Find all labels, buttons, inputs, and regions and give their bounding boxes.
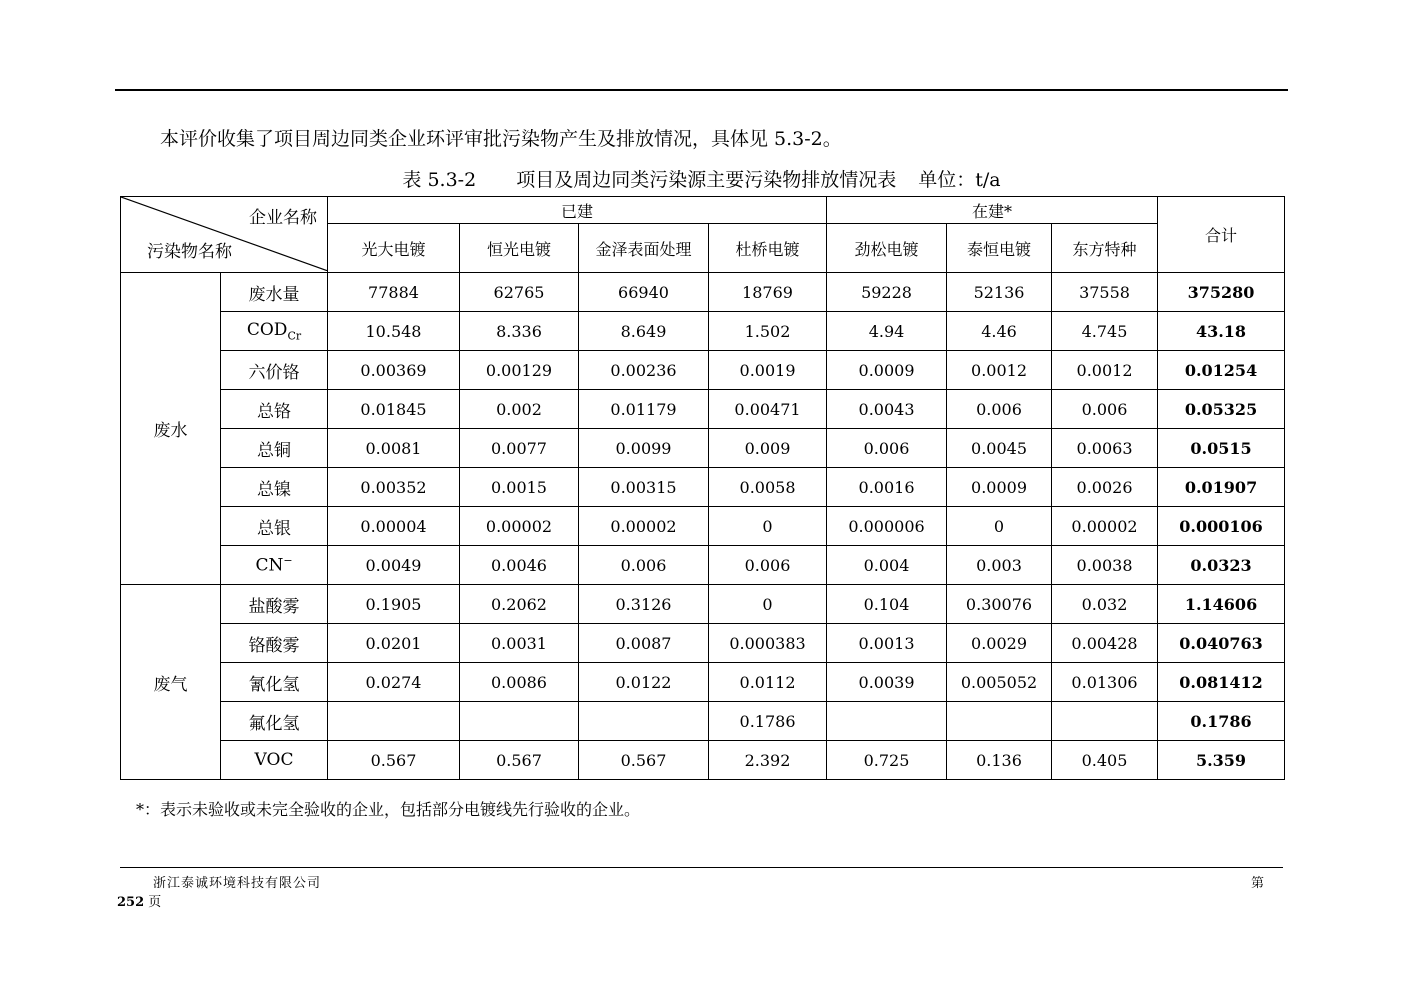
company-header: 泰恒电镀 xyxy=(947,224,1052,273)
table-unit: 单位：t/a xyxy=(918,169,1001,191)
value-cell: 0.405 xyxy=(1052,741,1158,780)
value-cell: 0.00002 xyxy=(1052,507,1158,546)
value-cell: 0.01845 xyxy=(328,390,460,429)
value-cell: 0.2062 xyxy=(460,585,579,624)
value-cell: 0.004 xyxy=(827,546,947,585)
total-cell: 0.000106 xyxy=(1158,507,1285,546)
pollutant-cell xyxy=(221,273,328,312)
footnote: *：表示未验收或未完全验收的企业，包括部分电镀线先行验收的企业。 xyxy=(136,800,641,819)
pollutant-cell xyxy=(221,351,328,390)
value-cell xyxy=(579,702,709,741)
total-cell: 0.01254 xyxy=(1158,351,1285,390)
value-cell: 0 xyxy=(709,585,827,624)
value-cell xyxy=(328,702,460,741)
total-cell: 0.1786 xyxy=(1158,702,1285,741)
value-cell: 0.0058 xyxy=(709,468,827,507)
value-cell: 0.0039 xyxy=(827,663,947,702)
pollutant-cell xyxy=(221,390,328,429)
value-cell: 18769 xyxy=(709,273,827,312)
value-cell: 0 xyxy=(947,507,1052,546)
table-row xyxy=(121,507,1285,546)
pollutant-name: 铬酸雾 xyxy=(248,635,300,656)
value-cell: 0.0122 xyxy=(579,663,709,702)
value-cell: 0.0043 xyxy=(827,390,947,429)
corner-company-label: 企业名称 xyxy=(249,208,317,228)
pollutant-cell xyxy=(221,468,328,507)
table-row xyxy=(121,624,1285,663)
table-row xyxy=(121,312,1285,351)
value-cell: 0.567 xyxy=(460,741,579,780)
value-cell: 0.000006 xyxy=(827,507,947,546)
value-cell: 0.0063 xyxy=(1052,429,1158,468)
value-cell: 0.00369 xyxy=(328,351,460,390)
value-cell: 0.567 xyxy=(579,741,709,780)
value-cell: 66940 xyxy=(579,273,709,312)
value-cell xyxy=(827,702,947,741)
footer-rule xyxy=(120,867,1283,868)
value-cell: 0.00004 xyxy=(328,507,460,546)
footer-page-prefix: 第 xyxy=(1251,876,1265,891)
value-cell: 0.0099 xyxy=(579,429,709,468)
value-cell: 0.0201 xyxy=(328,624,460,663)
value-cell xyxy=(460,702,579,741)
value-cell: 10.548 xyxy=(328,312,460,351)
value-cell: 0.002 xyxy=(460,390,579,429)
pollutant-name: VOC xyxy=(254,750,294,770)
table-row xyxy=(121,741,1285,780)
value-cell: 0.0049 xyxy=(328,546,460,585)
value-cell: 0.0016 xyxy=(827,468,947,507)
value-cell: 0.00129 xyxy=(460,351,579,390)
value-cell: 0.005052 xyxy=(947,663,1052,702)
value-cell: 0.00236 xyxy=(579,351,709,390)
intro-paragraph: 本评价收集了项目周边同类企业环评审批污染物产生及排放情况，具体见 5.3-2。 xyxy=(160,128,842,150)
total-cell: 0.0323 xyxy=(1158,546,1285,585)
value-cell: 0.000383 xyxy=(709,624,827,663)
value-cell: 0.567 xyxy=(328,741,460,780)
value-cell: 0.30076 xyxy=(947,585,1052,624)
value-cell: 0.006 xyxy=(579,546,709,585)
pollutant-cell xyxy=(221,507,328,546)
value-cell: 0.0019 xyxy=(709,351,827,390)
total-cell: 0.01907 xyxy=(1158,468,1285,507)
category-cell: 废水 xyxy=(121,273,221,585)
value-cell: 0.0012 xyxy=(1052,351,1158,390)
pollutant-cell xyxy=(221,702,328,741)
pollutant-name: 总铜 xyxy=(257,440,291,461)
pollutant-cell xyxy=(221,312,328,351)
company-header: 恒光电镀 xyxy=(460,224,579,273)
page-suffix: 页 xyxy=(148,895,162,910)
total-cell: 43.18 xyxy=(1158,312,1285,351)
value-cell: 0.00002 xyxy=(579,507,709,546)
corner-pollutant-label: 污染物名称 xyxy=(147,242,232,262)
value-cell: 62765 xyxy=(460,273,579,312)
pollutant-name: 总银 xyxy=(257,518,291,539)
value-cell: 37558 xyxy=(1052,273,1158,312)
value-cell: 0.1905 xyxy=(328,585,460,624)
value-cell: 0.0015 xyxy=(460,468,579,507)
pollutant-name: CN xyxy=(255,555,284,576)
footer-page-number xyxy=(117,891,161,910)
footer-company: 浙江泰诚环境科技有限公司 xyxy=(153,876,322,891)
pollutant-name: 氰化氢 xyxy=(248,674,300,695)
total-cell: 0.0515 xyxy=(1158,429,1285,468)
value-cell: 8.336 xyxy=(460,312,579,351)
page-number: 252 xyxy=(117,895,145,910)
value-cell: 0 xyxy=(709,507,827,546)
value-cell: 0.0026 xyxy=(1052,468,1158,507)
corner-header-cell xyxy=(121,197,328,273)
total-cell: 1.14606 xyxy=(1158,585,1285,624)
header-rule xyxy=(115,89,1288,91)
value-cell: 0.1786 xyxy=(709,702,827,741)
pollutant-cell xyxy=(221,585,328,624)
value-cell: 0.006 xyxy=(709,546,827,585)
pollutant-subscript: Cr xyxy=(287,329,302,343)
table-row xyxy=(121,390,1285,429)
value-cell: 0.136 xyxy=(947,741,1052,780)
value-cell: 0.00428 xyxy=(1052,624,1158,663)
value-cell: 0.0112 xyxy=(709,663,827,702)
value-cell: 0.0009 xyxy=(827,351,947,390)
company-header: 劲松电镀 xyxy=(827,224,947,273)
value-cell: 0.01306 xyxy=(1052,663,1158,702)
pollutant-cell xyxy=(221,741,328,780)
company-header: 杜桥电镀 xyxy=(709,224,827,273)
value-cell: 0.0012 xyxy=(947,351,1052,390)
value-cell xyxy=(1052,702,1158,741)
pollutant-superscript: − xyxy=(283,554,293,568)
value-cell xyxy=(947,702,1052,741)
value-cell: 0.0013 xyxy=(827,624,947,663)
value-cell: 0.00471 xyxy=(709,390,827,429)
value-cell: 0.006 xyxy=(947,390,1052,429)
total-cell: 0.081412 xyxy=(1158,663,1285,702)
value-cell: 77884 xyxy=(328,273,460,312)
table-row xyxy=(121,351,1285,390)
value-cell: 0.009 xyxy=(709,429,827,468)
value-cell: 0.0045 xyxy=(947,429,1052,468)
table-row xyxy=(121,429,1285,468)
total-cell: 0.040763 xyxy=(1158,624,1285,663)
value-cell: 8.649 xyxy=(579,312,709,351)
value-cell: 0.0077 xyxy=(460,429,579,468)
value-cell: 1.502 xyxy=(709,312,827,351)
value-cell: 0.0046 xyxy=(460,546,579,585)
value-cell: 4.94 xyxy=(827,312,947,351)
value-cell: 2.392 xyxy=(709,741,827,780)
value-cell: 0.00315 xyxy=(579,468,709,507)
value-cell: 0.0087 xyxy=(579,624,709,663)
table-row xyxy=(121,546,1285,585)
group-building-header: 在建* xyxy=(827,197,1158,224)
total-cell: 5.359 xyxy=(1158,741,1285,780)
value-cell: 4.46 xyxy=(947,312,1052,351)
company-header: 东方特种 xyxy=(1052,224,1158,273)
value-cell: 0.0009 xyxy=(947,468,1052,507)
pollutant-cell xyxy=(221,546,328,585)
value-cell: 4.745 xyxy=(1052,312,1158,351)
value-cell: 59228 xyxy=(827,273,947,312)
value-cell: 0.006 xyxy=(827,429,947,468)
pollutant-name: 总镍 xyxy=(257,479,291,500)
table-row xyxy=(121,663,1285,702)
total-header: 合计 xyxy=(1158,197,1285,273)
pollutant-cell xyxy=(221,663,328,702)
table-number: 表 5.3-2 xyxy=(402,169,477,191)
group-built-header: 已建 xyxy=(328,197,827,224)
pollutant-name: 废水量 xyxy=(248,284,300,305)
pollutant-name: COD xyxy=(246,319,288,340)
table-title: 项目及周边同类污染源主要污染物排放情况表 xyxy=(516,169,897,191)
value-cell: 52136 xyxy=(947,273,1052,312)
pollutant-name: 氟化氢 xyxy=(248,713,300,734)
value-cell: 0.0086 xyxy=(460,663,579,702)
value-cell: 0.0274 xyxy=(328,663,460,702)
table-row xyxy=(121,468,1285,507)
value-cell: 0.032 xyxy=(1052,585,1158,624)
pollutant-name: 盐酸雾 xyxy=(248,596,300,617)
company-header: 光大电镀 xyxy=(328,224,460,273)
value-cell: 0.0029 xyxy=(947,624,1052,663)
pollutant-name: 总铬 xyxy=(257,401,291,422)
pollutant-cell xyxy=(221,429,328,468)
value-cell: 0.00002 xyxy=(460,507,579,546)
value-cell: 0.0038 xyxy=(1052,546,1158,585)
value-cell: 0.01179 xyxy=(579,390,709,429)
table-row xyxy=(121,702,1285,741)
value-cell: 0.006 xyxy=(1052,390,1158,429)
value-cell: 0.104 xyxy=(827,585,947,624)
table-caption xyxy=(0,165,1403,192)
value-cell: 0.0081 xyxy=(328,429,460,468)
pollutant-cell xyxy=(221,624,328,663)
total-cell: 0.05325 xyxy=(1158,390,1285,429)
value-cell: 0.003 xyxy=(947,546,1052,585)
value-cell: 0.0031 xyxy=(460,624,579,663)
value-cell: 0.00352 xyxy=(328,468,460,507)
value-cell: 0.725 xyxy=(827,741,947,780)
table-row xyxy=(121,585,1285,624)
pollutant-name: 六价铬 xyxy=(248,362,300,383)
value-cell: 0.3126 xyxy=(579,585,709,624)
table-row xyxy=(121,273,1285,312)
company-header: 金泽表面处理 xyxy=(579,224,709,273)
category-cell: 废气 xyxy=(121,585,221,780)
emission-table xyxy=(120,196,1285,780)
total-cell: 375280 xyxy=(1158,273,1285,312)
